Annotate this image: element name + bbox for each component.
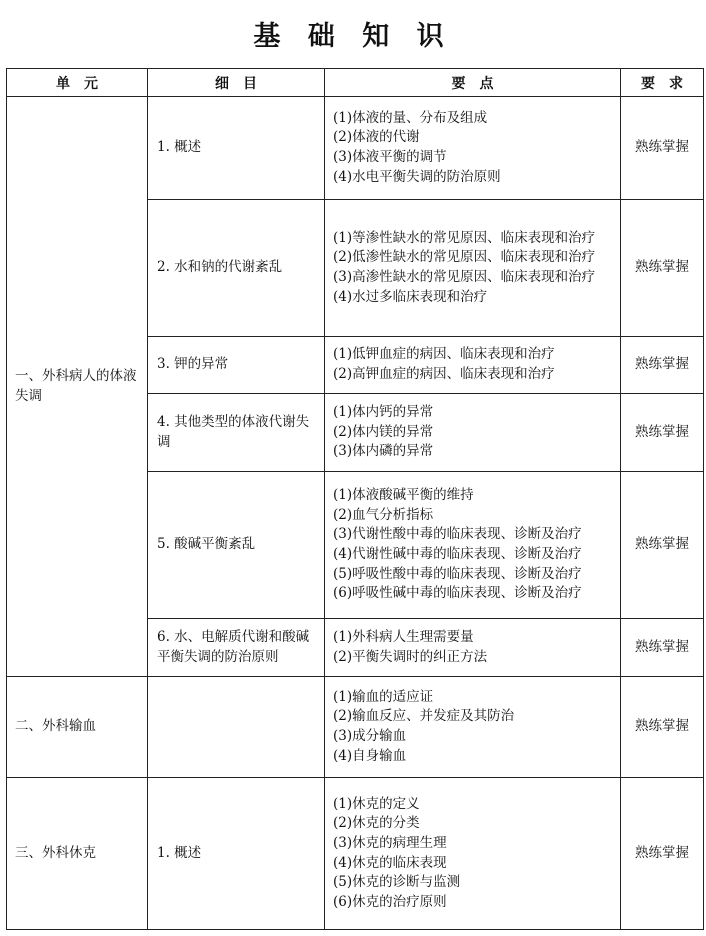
requirement-cell: 熟练掌握 (621, 200, 704, 337)
table-row (7, 677, 704, 778)
point-item: (1)体液酸碱平衡的维持 (333, 487, 474, 504)
point-item: (2)输血反应、并发症及其防治 (333, 708, 515, 725)
header-detail: 细 目 (148, 69, 325, 97)
point-item: (2)低渗性缺水的常见原因、临床表现和治疗 (333, 249, 596, 266)
requirement-cell: 熟练掌握 (621, 97, 704, 200)
requirement-cell: 熟练掌握 (621, 677, 704, 778)
points-cell (325, 472, 621, 619)
point-item: (2)体液的代谢 (333, 129, 420, 146)
requirement-cell: 熟练掌握 (621, 778, 704, 930)
requirement-cell: 熟练掌握 (621, 394, 704, 472)
detail-cell: 4. 其他类型的体液代谢失调 (148, 394, 325, 472)
point-item: (4)水电平衡失调的防治原则 (333, 168, 501, 185)
point-item: (3)休克的病理生理 (333, 834, 447, 851)
point-item: (1)等渗性缺水的常见原因、临床表现和治疗 (333, 229, 596, 246)
unit-cell: 三、外科休克 (7, 778, 148, 930)
point-item: (1)体内钙的异常 (333, 404, 434, 421)
points-cell (325, 619, 621, 677)
unit-cell: 二、外科输血 (7, 677, 148, 778)
detail-cell: 6. 水、电解质代谢和酸碱平衡失调的防治原则 (148, 619, 325, 677)
points-cell (325, 97, 621, 200)
point-item: (1)休克的定义 (333, 795, 420, 812)
points-cell (325, 677, 621, 778)
requirement-cell: 熟练掌握 (621, 337, 704, 394)
syllabus-table (6, 68, 704, 930)
point-item: (3)体液平衡的调节 (333, 149, 447, 165)
point-item: (3)代谢性酸中毒的临床表现、诊断及治疗 (333, 526, 582, 543)
points-cell (325, 337, 621, 394)
point-item: (2)休克的分类 (333, 815, 420, 832)
unit-cell: 一、外科病人的体液失调 (7, 97, 148, 677)
point-item: (4)休克的临床表现 (333, 854, 447, 871)
requirement-cell: 熟练掌握 (621, 619, 704, 677)
point-item: (4)代谢性碱中毒的临床表现、诊断及治疗 (333, 546, 582, 562)
point-item: (1)输血的适应证 (333, 688, 434, 705)
header-requirement: 要 求 (621, 69, 704, 97)
point-item: (3)成分输血 (333, 728, 407, 744)
detail-cell (148, 677, 325, 778)
point-item: (2)体内镁的异常 (333, 423, 434, 440)
point-item: (1)体液的量、分布及组成 (333, 109, 488, 126)
detail-cell: 5. 酸碱平衡紊乱 (148, 472, 325, 619)
points-cell (325, 200, 621, 337)
point-item: (1)外科病人生理需要量 (333, 628, 474, 645)
point-item: (2)平衡失调时的纠正方法 (333, 648, 488, 665)
detail-cell: 1. 概述 (148, 778, 325, 930)
detail-cell: 2. 水和钠的代谢紊乱 (148, 200, 325, 337)
point-item: (6)呼吸性碱中毒的临床表现、诊断及治疗 (333, 585, 582, 602)
point-item: (4)水过多临床表现和治疗 (333, 288, 488, 305)
point-item: (2)高钾血症的病因、临床表现和治疗 (333, 366, 555, 382)
point-item: (5)休克的诊断与监测 (333, 874, 461, 891)
header-unit: 单 元 (7, 69, 148, 97)
point-item: (2)血气分析指标 (333, 506, 434, 523)
point-item: (4)自身输血 (333, 747, 407, 764)
point-item: (6)休克的治疗原则 (333, 893, 447, 910)
header-points: 要 点 (325, 69, 621, 97)
point-item: (5)呼吸性酸中毒的临床表现、诊断及治疗 (333, 565, 582, 582)
point-item: (3)体内磷的异常 (333, 443, 434, 460)
points-cell (325, 394, 621, 472)
requirement-cell: 熟练掌握 (621, 472, 704, 619)
table-header-row (7, 69, 704, 97)
table-row (7, 778, 704, 930)
point-item: (3)高渗性缺水的常见原因、临床表现和治疗 (333, 269, 596, 285)
point-item: (1)低钾血症的病因、临床表现和治疗 (333, 346, 555, 363)
page-title: 基 础 知 识 (253, 21, 453, 52)
points-cell (325, 778, 621, 930)
detail-cell: 1. 概述 (148, 97, 325, 200)
table-row (7, 97, 704, 200)
detail-cell: 3. 钾的异常 (148, 337, 325, 394)
